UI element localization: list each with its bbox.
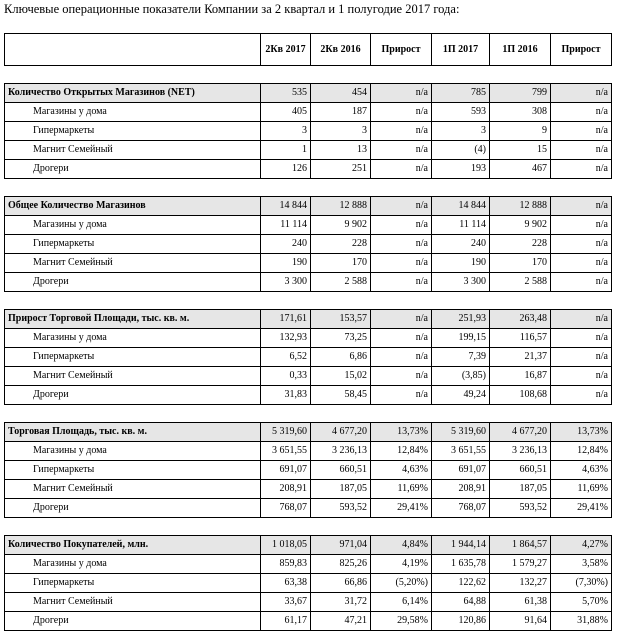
table-row — [5, 499, 612, 518]
value-cell: 5 319,60 — [261, 423, 311, 442]
value-cell: 12 888 — [490, 197, 551, 216]
table-row — [5, 122, 612, 141]
value-cell: 825,26 — [311, 555, 371, 574]
section-spacer — [5, 66, 612, 84]
value-cell: 593,52 — [490, 499, 551, 518]
value-cell: 61,38 — [490, 593, 551, 612]
row-label: Количество Покупателей, млн. — [5, 536, 261, 555]
column-header — [5, 34, 261, 66]
value-cell: 3 — [261, 122, 311, 141]
value-cell: 13,73% — [551, 423, 612, 442]
value-cell: 251 — [311, 160, 371, 179]
value-cell: 187 — [311, 103, 371, 122]
value-cell: 61,17 — [261, 612, 311, 631]
table-row — [5, 216, 612, 235]
value-cell: 4,19% — [371, 555, 432, 574]
value-cell: 2 588 — [311, 273, 371, 292]
section-spacer — [5, 405, 612, 423]
column-header: Прирост — [371, 34, 432, 66]
row-label: Магазины у дома — [5, 555, 261, 574]
row-label: Гипермаркеты — [5, 574, 261, 593]
column-header: Прирост — [551, 34, 612, 66]
value-cell: n/a — [551, 367, 612, 386]
table-row — [5, 141, 612, 160]
value-cell: n/a — [551, 141, 612, 160]
value-cell: n/a — [551, 103, 612, 122]
value-cell: 29,41% — [551, 499, 612, 518]
value-cell: 228 — [490, 235, 551, 254]
value-cell: 31,72 — [311, 593, 371, 612]
value-cell: 116,57 — [490, 329, 551, 348]
value-cell: 47,21 — [311, 612, 371, 631]
value-cell: n/a — [371, 216, 432, 235]
column-header: 2Кв 2017 — [261, 34, 311, 66]
table-row — [5, 160, 612, 179]
column-header: 1П 2017 — [432, 34, 490, 66]
row-label: Дрогери — [5, 160, 261, 179]
value-cell: 14 844 — [261, 197, 311, 216]
value-cell: n/a — [371, 273, 432, 292]
row-label: Гипермаркеты — [5, 122, 261, 141]
value-cell: 4,84% — [371, 536, 432, 555]
value-cell: n/a — [371, 367, 432, 386]
value-cell: 12,84% — [371, 442, 432, 461]
value-cell: 3,58% — [551, 555, 612, 574]
table-row — [5, 555, 612, 574]
value-cell: 971,04 — [311, 536, 371, 555]
value-cell: 33,67 — [261, 593, 311, 612]
value-cell: (3,85) — [432, 367, 490, 386]
value-cell: 3 300 — [432, 273, 490, 292]
value-cell: 240 — [432, 235, 490, 254]
value-cell: 6,14% — [371, 593, 432, 612]
value-cell: 9 902 — [311, 216, 371, 235]
value-cell: 14 844 — [432, 197, 490, 216]
value-cell: 1 579,27 — [490, 555, 551, 574]
value-cell: 12,84% — [551, 442, 612, 461]
value-cell: 0,33 — [261, 367, 311, 386]
table-row — [5, 386, 612, 405]
table-row — [5, 254, 612, 273]
section-total-row — [5, 536, 612, 555]
section-spacer — [5, 179, 612, 197]
table-row — [5, 235, 612, 254]
value-cell: (7,30%) — [551, 574, 612, 593]
value-cell: 9 902 — [490, 216, 551, 235]
value-cell: 1 018,05 — [261, 536, 311, 555]
row-label: Прирост Торговой Площади, тыс. кв. м. — [5, 310, 261, 329]
value-cell: n/a — [551, 84, 612, 103]
value-cell: 1 635,78 — [432, 555, 490, 574]
value-cell: 73,25 — [311, 329, 371, 348]
table-row — [5, 442, 612, 461]
value-cell: 593 — [432, 103, 490, 122]
value-cell: n/a — [551, 329, 612, 348]
value-cell: n/a — [551, 197, 612, 216]
value-cell: 308 — [490, 103, 551, 122]
value-cell: n/a — [371, 386, 432, 405]
value-cell: 467 — [490, 160, 551, 179]
value-cell: 91,64 — [490, 612, 551, 631]
value-cell: 593,52 — [311, 499, 371, 518]
value-cell: n/a — [551, 235, 612, 254]
row-label: Магнит Семейный — [5, 254, 261, 273]
table-header-row — [5, 34, 612, 66]
value-cell: 11 114 — [432, 216, 490, 235]
value-cell: 660,51 — [490, 461, 551, 480]
value-cell: n/a — [551, 386, 612, 405]
section-total-row — [5, 197, 612, 216]
value-cell: 12 888 — [311, 197, 371, 216]
value-cell: 208,91 — [432, 480, 490, 499]
column-header: 2Кв 2016 — [311, 34, 371, 66]
value-cell: 9 — [490, 122, 551, 141]
table-row — [5, 480, 612, 499]
value-cell: 13,73% — [371, 423, 432, 442]
table-row — [5, 367, 612, 386]
spacer-cell — [5, 292, 612, 310]
value-cell: 13 — [311, 141, 371, 160]
value-cell: n/a — [371, 310, 432, 329]
value-cell: 768,07 — [261, 499, 311, 518]
table-row — [5, 574, 612, 593]
value-cell: n/a — [371, 141, 432, 160]
row-label: Количество Открытых Магазинов (NET) — [5, 84, 261, 103]
value-cell: 4,63% — [371, 461, 432, 480]
value-cell: 190 — [432, 254, 490, 273]
value-cell: 799 — [490, 84, 551, 103]
value-cell: 193 — [432, 160, 490, 179]
table-row — [5, 273, 612, 292]
value-cell: 3 — [432, 122, 490, 141]
value-cell: 153,57 — [311, 310, 371, 329]
value-cell: n/a — [371, 122, 432, 141]
value-cell: 660,51 — [311, 461, 371, 480]
spacer-cell — [5, 405, 612, 423]
value-cell: 454 — [311, 84, 371, 103]
value-cell: 66,86 — [311, 574, 371, 593]
row-label: Магнит Семейный — [5, 480, 261, 499]
value-cell: 31,83 — [261, 386, 311, 405]
value-cell: 11,69% — [371, 480, 432, 499]
value-cell: 108,68 — [490, 386, 551, 405]
section-total-row — [5, 84, 612, 103]
section-spacer — [5, 292, 612, 310]
section-total-row — [5, 423, 612, 442]
value-cell: 11 114 — [261, 216, 311, 235]
value-cell: n/a — [551, 160, 612, 179]
value-cell: 535 — [261, 84, 311, 103]
value-cell: 21,37 — [490, 348, 551, 367]
row-label: Дрогери — [5, 499, 261, 518]
table-row — [5, 461, 612, 480]
value-cell: 15,02 — [311, 367, 371, 386]
value-cell: (5,20%) — [371, 574, 432, 593]
row-label: Гипермаркеты — [5, 461, 261, 480]
value-cell: 4,27% — [551, 536, 612, 555]
value-cell: 122,62 — [432, 574, 490, 593]
value-cell: 171,61 — [261, 310, 311, 329]
value-cell: 240 — [261, 235, 311, 254]
value-cell: 5 319,60 — [432, 423, 490, 442]
row-label: Общее Количество Магазинов — [5, 197, 261, 216]
value-cell: n/a — [551, 348, 612, 367]
value-cell: n/a — [371, 103, 432, 122]
value-cell: 64,88 — [432, 593, 490, 612]
value-cell: n/a — [551, 310, 612, 329]
value-cell: 6,86 — [311, 348, 371, 367]
row-label: Торговая Площадь, тыс. кв. м. — [5, 423, 261, 442]
value-cell: n/a — [551, 254, 612, 273]
value-cell: 187,05 — [490, 480, 551, 499]
value-cell: 251,93 — [432, 310, 490, 329]
value-cell: n/a — [371, 348, 432, 367]
value-cell: 6,52 — [261, 348, 311, 367]
section-total-row — [5, 310, 612, 329]
value-cell: 63,38 — [261, 574, 311, 593]
row-label: Магнит Семейный — [5, 141, 261, 160]
table-row — [5, 348, 612, 367]
value-cell: n/a — [551, 216, 612, 235]
value-cell: 263,48 — [490, 310, 551, 329]
value-cell: 11,69% — [551, 480, 612, 499]
value-cell: 190 — [261, 254, 311, 273]
row-label: Магнит Семейный — [5, 367, 261, 386]
section-spacer — [5, 518, 612, 536]
value-cell: 170 — [311, 254, 371, 273]
operating-metrics-table — [4, 33, 612, 631]
value-cell: 187,05 — [311, 480, 371, 499]
value-cell: n/a — [371, 235, 432, 254]
value-cell: 120,86 — [432, 612, 490, 631]
value-cell: n/a — [551, 122, 612, 141]
value-cell: 4 677,20 — [311, 423, 371, 442]
row-label: Гипермаркеты — [5, 235, 261, 254]
value-cell: (4) — [432, 141, 490, 160]
value-cell: n/a — [371, 160, 432, 179]
value-cell: 1 944,14 — [432, 536, 490, 555]
document-title: Ключевые операционные показатели Компании за 2 квартал и 1 полугодие 2017 года: — [4, 2, 460, 16]
spacer-cell — [5, 518, 612, 536]
value-cell: 768,07 — [432, 499, 490, 518]
spacer-cell — [5, 179, 612, 197]
value-cell: 5,70% — [551, 593, 612, 612]
row-label: Магазины у дома — [5, 216, 261, 235]
value-cell: 16,87 — [490, 367, 551, 386]
value-cell: 4 677,20 — [490, 423, 551, 442]
value-cell: 228 — [311, 235, 371, 254]
row-label: Магазины у дома — [5, 103, 261, 122]
row-label: Дрогери — [5, 273, 261, 292]
value-cell: 29,41% — [371, 499, 432, 518]
row-label: Дрогери — [5, 612, 261, 631]
value-cell: n/a — [371, 254, 432, 273]
value-cell: 3 651,55 — [432, 442, 490, 461]
value-cell: 199,15 — [432, 329, 490, 348]
value-cell: 29,58% — [371, 612, 432, 631]
spacer-cell — [5, 66, 612, 84]
value-cell: 3 236,13 — [311, 442, 371, 461]
row-label: Дрогери — [5, 386, 261, 405]
row-label: Гипермаркеты — [5, 348, 261, 367]
value-cell: 3 300 — [261, 273, 311, 292]
value-cell: 31,88% — [551, 612, 612, 631]
row-label: Магазины у дома — [5, 442, 261, 461]
value-cell: 3 — [311, 122, 371, 141]
value-cell: n/a — [371, 84, 432, 103]
value-cell: 15 — [490, 141, 551, 160]
value-cell: 785 — [432, 84, 490, 103]
value-cell: 132,27 — [490, 574, 551, 593]
value-cell: 405 — [261, 103, 311, 122]
column-header: 1П 2016 — [490, 34, 551, 66]
value-cell: 691,07 — [432, 461, 490, 480]
value-cell: 4,63% — [551, 461, 612, 480]
value-cell: 208,91 — [261, 480, 311, 499]
table-row — [5, 612, 612, 631]
value-cell: 7,39 — [432, 348, 490, 367]
value-cell: n/a — [371, 197, 432, 216]
row-label: Магазины у дома — [5, 329, 261, 348]
value-cell: 3 651,55 — [261, 442, 311, 461]
value-cell: 126 — [261, 160, 311, 179]
value-cell: 49,24 — [432, 386, 490, 405]
value-cell: 859,83 — [261, 555, 311, 574]
value-cell: 170 — [490, 254, 551, 273]
value-cell: 1 864,57 — [490, 536, 551, 555]
value-cell: 3 236,13 — [490, 442, 551, 461]
value-cell: 691,07 — [261, 461, 311, 480]
value-cell: 58,45 — [311, 386, 371, 405]
value-cell: n/a — [551, 273, 612, 292]
value-cell: n/a — [371, 329, 432, 348]
table-row — [5, 103, 612, 122]
value-cell: 2 588 — [490, 273, 551, 292]
table-row — [5, 329, 612, 348]
value-cell: 132,93 — [261, 329, 311, 348]
value-cell: 1 — [261, 141, 311, 160]
table-row — [5, 593, 612, 612]
row-label: Магнит Семейный — [5, 593, 261, 612]
